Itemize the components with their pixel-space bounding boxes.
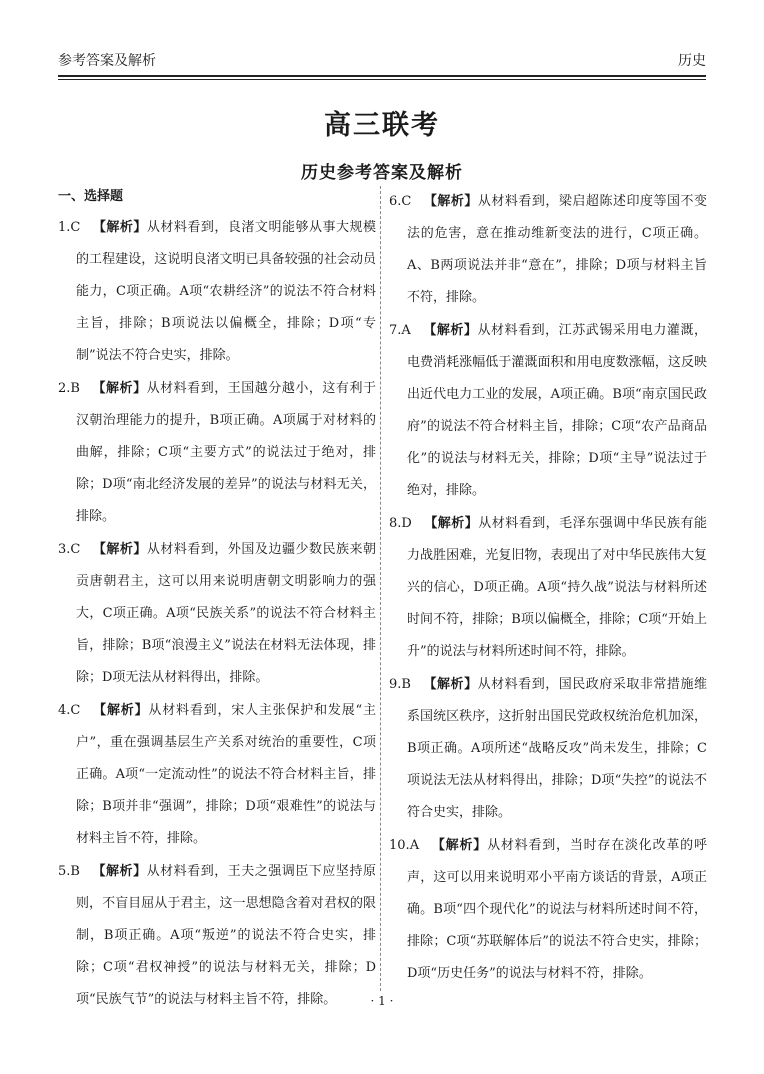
header-left-text: 参考答案及解析 (58, 53, 156, 69)
left-column (58, 186, 376, 1017)
analysis-text: 从材料看到，良渚文明能够从事大规模的工程建设，这说明良渚文明已具备较强的社会动员能力，C项正确。A项“农耕经济”的说法不符合材料主旨，排除；B项说法以偏概全，排除；D项“专制”说法不符合史实，排除。 (76, 220, 376, 363)
analysis-tag: 【解析】 (91, 381, 147, 396)
analysis-text: 从材料看到，当时存在淡化改革的呼声，这可以用来说明邓小平南方谈话的背景，A项正确。B项“四个现代化”的说法与材料所述时间不符，排除；C项“苏联解体后”的说法不符合史实，排除；D项“历史任务”的说法与材料不符，排除。 (407, 838, 707, 981)
question-number: 4. (58, 703, 71, 718)
analysis-tag: 【解析】 (423, 194, 478, 209)
analysis-text: 从材料看到，王夫之强调臣下应坚持原则，不盲目屈从于君主，这一思想隐含着对君权的限制，B项正确。A项“叛逆”的说法不符合史实，排除；C项“君权神授”的说法与材料无关，排除；D项“民族气节”的说法与材料主旨不符，排除。 (76, 864, 376, 1007)
answer-letter: A (409, 838, 420, 853)
answer-item (58, 212, 376, 372)
question-number: 5. (58, 864, 71, 879)
answer-letter: B (401, 677, 411, 692)
analysis-tag: 【解析】 (423, 516, 479, 531)
header-rule-thin (58, 79, 706, 80)
question-number: 2. (58, 381, 71, 396)
analysis-tag: 【解析】 (92, 703, 149, 718)
answer-item (58, 534, 376, 694)
answer-letter: C (70, 542, 81, 557)
answer-letter: D (401, 516, 412, 531)
analysis-text: 从材料看到，王国越分越小，这有利于汉朝治理能力的提升，B项正确。A项属于对材料的曲解，排除；C项“主要方式”的说法过于绝对，排除；D项“南北经济发展的差异”的说法与材料无关，排除。 (76, 381, 376, 524)
document-subtitle: 历史参考答案及解析 (301, 163, 463, 183)
section-heading: 一、选择题 (58, 189, 124, 204)
analysis-tag: 【解析】 (422, 677, 478, 692)
answer-item (389, 186, 707, 314)
answer-item (389, 830, 707, 990)
analysis-text: 从材料看到，外国及边疆少数民族来朝贡唐朝君主，这可以用来说明唐朝文明影响力的强大，C项正确。A项“民族关系”的说法不符合材料主旨，排除；B项“浪漫主义”说法在材料无法体现，排除；D项无法从材料得出，排除。 (76, 542, 376, 685)
answer-letter: B (70, 864, 80, 879)
document-title: 高三联考 (324, 110, 440, 141)
answer-item (58, 373, 376, 533)
analysis-text: 从材料看到，宋人主张保护和发展“主户”，重在强调基层生产关系对统治的重要性，C项正确。A项“一定流动性”的说法不符合材料主旨，排除；B项并非“强调”，排除；D项“艰难性”的说法与材料主旨不符，排除。 (76, 703, 376, 846)
column-divider (380, 186, 381, 991)
analysis-tag: 【解析】 (92, 542, 147, 557)
answer-letter: C (401, 194, 412, 209)
header-subject: 历史 (678, 53, 706, 69)
answer-item (389, 315, 707, 507)
answer-item (389, 669, 707, 829)
analysis-text: 从材料看到，毛泽东强调中华民族有能力战胜困难，光复旧物，表现出了对中华民族伟大复兴的信心，D项正确。A项“持久战”说法与材料所述时间不符，排除；B项以偏概全，排除；C项“开始上升”的说法与材料所述时间不符，排除。 (407, 516, 707, 659)
analysis-tag: 【解析】 (422, 323, 478, 338)
analysis-tag: 【解析】 (92, 220, 147, 235)
answer-item (58, 856, 376, 1016)
answer-letter: B (70, 381, 80, 396)
analysis-text: 从材料看到，国民政府采取非常措施维系国统区秩序，这折射出国民党政权统治危机加深，B项正确。A项所述“战略反攻”尚未发生，排除；C项说法无法从材料得出，排除；D项“失控”的说法不符合史实，排除。 (407, 677, 707, 820)
question-number: 7. (389, 323, 402, 338)
answer-letter: C (70, 220, 81, 235)
question-number: 10. (389, 838, 410, 853)
analysis-tag: 【解析】 (431, 838, 488, 853)
question-number: 8. (389, 516, 402, 531)
answer-letter: A (401, 323, 411, 338)
analysis-tag: 【解析】 (91, 864, 147, 879)
header-rule-thick (58, 75, 706, 77)
answer-item (389, 508, 707, 668)
page-header (58, 50, 706, 72)
question-number: 1. (58, 220, 71, 235)
answer-letter: C (70, 703, 81, 718)
analysis-text: 从材料看到，梁启超陈述印度等国不变法的危害，意在推动维新变法的进行，C项正确。A、B两项说法并非“意在”，排除；D项与材料主旨不符，排除。 (407, 194, 707, 305)
right-column (389, 186, 707, 991)
analysis-text: 从材料看到，江苏武锡采用电力灌溉，电费消耗涨幅低于灌溉面积和用电度数涨幅，这反映出近代电力工业的发展，A项正确。B项“南京国民政府”的说法不符合材料主旨，排除；C项“农产品商品化”的说法与材料无关，排除；D项“主导”说法过于绝对，排除。 (407, 323, 707, 498)
question-number: 6. (389, 194, 402, 209)
answer-item (58, 695, 376, 855)
question-number: 3. (58, 542, 71, 557)
question-number: 9. (389, 677, 402, 692)
page-number: · 1 · (370, 994, 394, 1008)
